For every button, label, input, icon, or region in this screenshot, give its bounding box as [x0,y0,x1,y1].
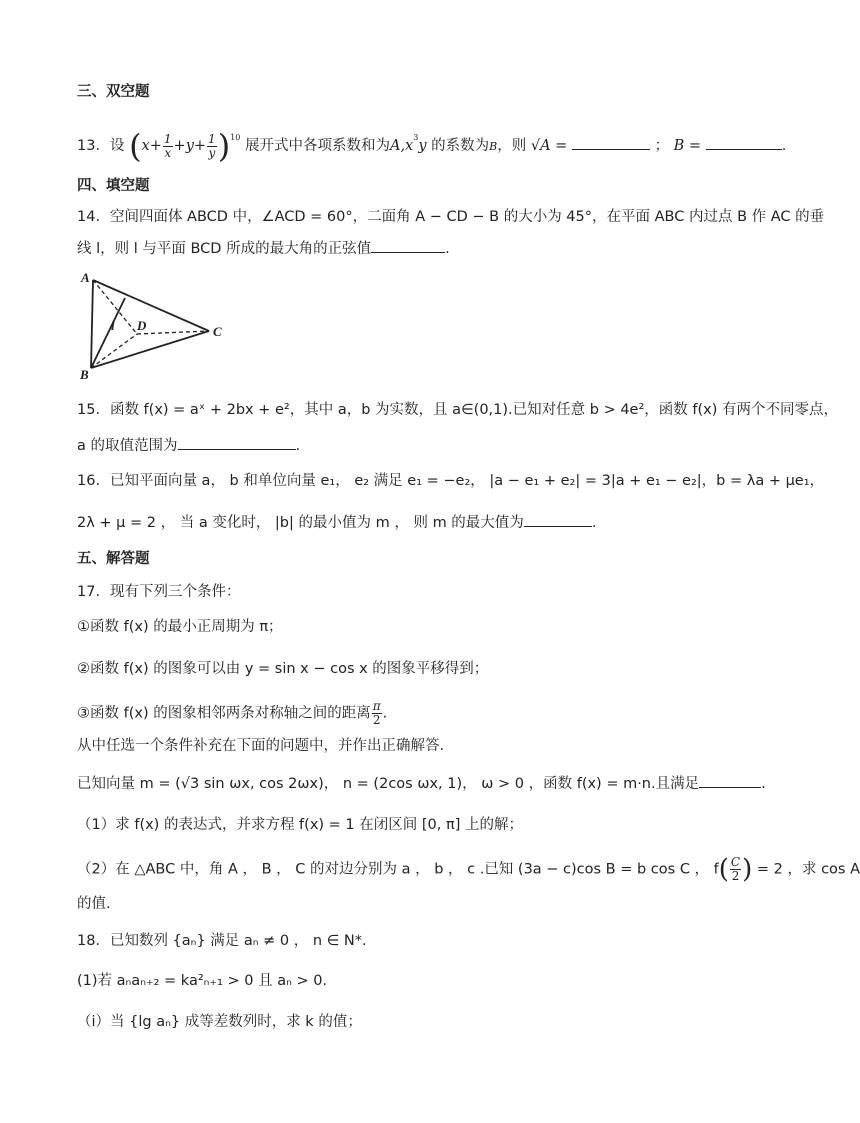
q17-choose: 从中任选一个条件补充在下面的问题中，并作出正确解答. [77,738,445,754]
q15-line-1: 15．函数 f(x) = aˣ + 2bx + e²，其中 a，b 为实数，且 a∈(0,1).已知对任意 b > 4e²，函数 f(x) 有两个不同零点， [77,402,838,418]
q17-intro: 17．现有下列三个条件： [77,584,241,600]
q17-part-2-cont: 的值. [77,896,111,912]
q13-A: A [389,138,401,154]
line-l [91,298,125,368]
q17-condition-blank[interactable] [699,773,761,788]
q16-line-1: 16．已知平面向量 a， b 和单位向量 e₁， e₂ 满足 e₁ = −e₂， |a − e₁ + e₂| = 3|a + e₁ − e₂|，b = λa + μe₁， [77,473,825,489]
q14-line-2: 线 l，则 l 与平面 BCD 所成的最大角的正弦值 . [77,238,728,259]
q13-answer-blank-2[interactable] [706,135,782,150]
label-l: l [111,318,115,333]
q15-line-2-text: a 的取值范围为 [77,438,178,454]
q17-given-text: 已知向量 m = (√3 sin ωx, cos 2ωx)， n = (2cos ωx, 1)， ω > 0 ，函数 f(x) = m·n.且满足 [77,776,700,792]
q17-part-1: （1）求 f(x) 的表达式，并求方程 f(x) = 1 在闭区间 [0, π] 上的解； [77,817,523,833]
q13-separator: ； [654,138,670,154]
q14-line-2-text: 线 l，则 l 与平面 BCD 所成的最大角的正弦值 [77,241,372,257]
q16-line-2-text: 2λ + μ = 2 ， 当 a 变化时， |b| 的最小值为 m ， 则 m 的最大值为 [77,515,524,531]
q17-part-2-end: = 2 ，求 cos A [756,861,860,878]
q14-line-1: 14．空间四面体 ABCD 中，∠ACD = 60°，二面角 A − CD − B 的大小为 45°，在平面 ABC 内过点 B 作 AC 的垂 [77,209,825,225]
section-heading-4: 四、填空题 [77,178,150,194]
q13-text-2: 的系数为 [431,138,490,154]
edge-BC [91,331,209,368]
q13-x: x [141,138,150,154]
q13-plus: + [149,138,162,154]
label-D: D [137,318,147,333]
q13-sqrtA: √A = [530,138,568,154]
section-heading-3: 三、双空题 [77,84,150,100]
q13-text-3: ，则 [497,138,527,154]
q14-answer-blank[interactable] [371,238,445,253]
q18-intro: 18．已知数列 {aₙ} 满足 aₙ ≠ 0 ， n ∈ N*. [77,933,367,949]
label-B: B [80,367,89,382]
label-A: A [81,270,90,285]
q17-condition-3-text: ③函数 f(x) 的图象相邻两条对称轴之间的距离 [77,705,371,722]
q18-part-1: (1)若 aₙaₙ₊₂ = ka²ₙ₊₁ > 0 且 aₙ > 0. [77,973,328,989]
q17-C-over-2: $\frac{C}{2}$ [730,855,741,883]
q17-part-2: （2）在 △ABC 中，角 A ， B ， C 的对边分别为 a ， b ， c .已知 (3a − c)cos B = b cos C ， f( $\frac{C}{2}$ ) = 2 ，求 cos A [77,854,860,885]
q17-pi-over-2: $\frac{\pi}{2}$ [372,699,381,727]
q13-number: 13．设 [77,138,125,154]
q16-line-2: 2λ + μ = 2 ， 当 a 变化时， |b| 的最小值为 m ， 则 m 的最大值为 . [77,512,728,533]
q16-answer-blank[interactable] [524,512,592,527]
question-13: 13．设 (x+ $\frac{1}{x}$ +y+ $\frac{1}{y}$ )$^{10}$ 展开式中各项系数和为$A,x^3y$ 的系数为B，则 √A = ； B = . [77,127,787,165]
q15-answer-blank[interactable] [178,435,296,450]
q15-line-2: a 的取值范围为 . [77,435,728,456]
tetrahedron-figure [77,268,237,383]
q13-exponent: 10 [230,133,241,142]
q18-part-1-i: （ⅰ）当 {lg aₙ} 成等差数列时，求 k 的值； [77,1014,362,1030]
q17-condition-3: ③函数 f(x) 的图象相邻两条对称轴之间的距离 $\frac{\pi}{2}$ . [77,699,388,727]
section-heading-5: 五、解答题 [77,551,150,567]
edge-AD [93,280,137,334]
q17-given: 已知向量 m = (√3 sin ωx, cos 2ωx)， n = (2cos ωx, 1)， ω > 0 ，函数 f(x) = m·n.且满足 . [77,773,728,794]
edge-BD [91,334,137,368]
q13-y: y [185,138,194,154]
q13-Beq: B = [673,138,702,154]
q13-answer-blank-1[interactable] [572,135,650,150]
label-C: C [213,324,222,339]
q13-B: B [489,140,498,153]
q13-frac-x: $\frac{1}{x}$ [163,131,172,160]
q17-condition-1: ①函数 f(x) 的最小正周期为 π； [77,619,283,635]
q17-part-2-text: （2）在 △ABC 中，角 A ， B ， C 的对边分别为 a ， b ， c .已知 (3a − c)cos B = b cos C ， f [77,861,719,878]
q13-frac-y: $\frac{1}{y}$ [208,131,216,160]
q17-condition-2: ②函数 f(x) 的图象可以由 y = sin x − cos x 的图象平移得到； [77,661,489,677]
edge-AB [91,280,93,368]
q13-text-1: 展开式中各项系数和为 [244,138,390,154]
